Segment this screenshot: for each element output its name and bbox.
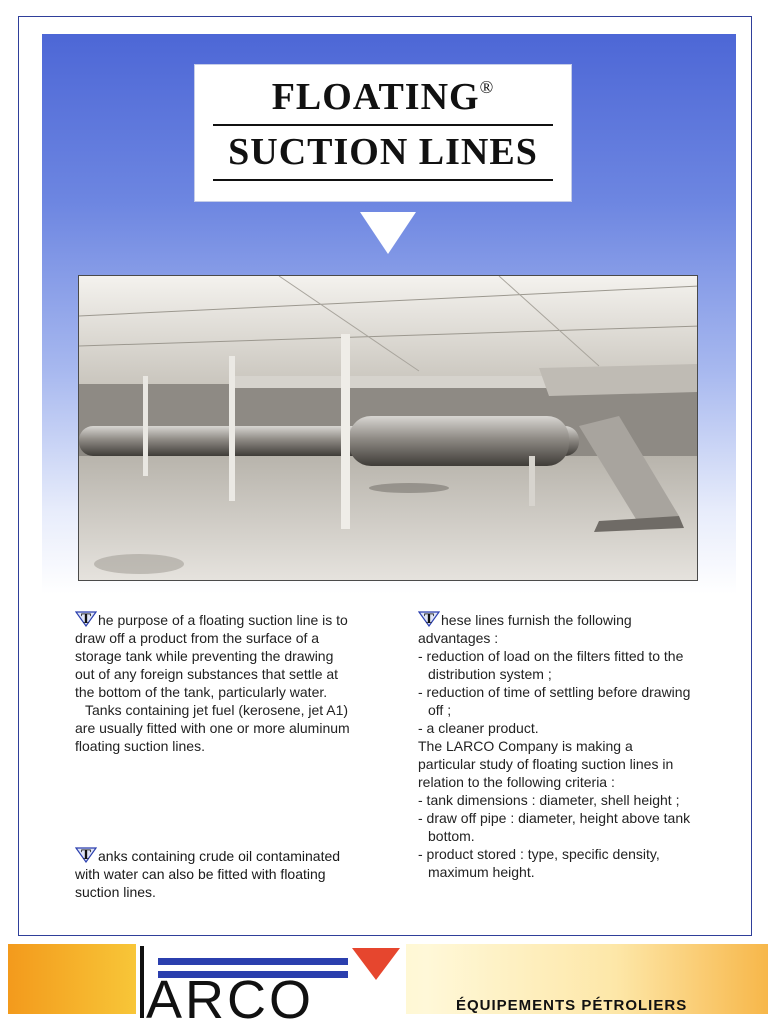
dropcap-marker	[75, 847, 97, 863]
advantages-intro-text: hese lines furnish the following advantages :	[418, 612, 632, 646]
title-floating: FLOATING	[271, 76, 480, 119]
dropcap-letter: T	[81, 611, 92, 627]
purpose-text: he purpose of a floating suction line is to draw off a product from the surface of a storage tank while preventing the drawing out of any foreign substances that settle at the bottom of the tank, particularly water.	[75, 612, 348, 700]
tank-photo-illustration	[79, 276, 698, 581]
criteria-item: - draw off pipe : diameter, height above tank bottom.	[418, 810, 691, 844]
dropcap-marker	[75, 611, 97, 627]
logo-wordmark: ARCO	[146, 970, 315, 1030]
tank-interior-photo	[78, 275, 698, 581]
advantage-item: - reduction of load on the filters fitted to the distribution system ;	[418, 648, 684, 682]
title-rule-bottom	[213, 179, 553, 181]
logo-blue-bar-top	[158, 958, 348, 965]
crude-oil-text: anks containing crude oil contaminated with water can also be fitted with floating suction lines.	[75, 848, 341, 900]
criteria-item: - tank dimensions : diameter, shell height ;	[418, 792, 680, 808]
jet-fuel-paragraph: Tanks containing jet fuel (kerosene, jet A1) are usually fitted with one or more aluminum floating suction lines.	[75, 702, 350, 754]
dropcap-letter: T	[81, 847, 92, 863]
left-text-column	[75, 611, 351, 755]
criteria-item: - product stored : type, specific density, maximum height.	[418, 846, 660, 880]
dropcap-letter: T	[424, 611, 435, 627]
footer-tagline: ÉQUIPEMENTS PÉTROLIERS	[456, 997, 688, 1014]
down-triangle-icon	[360, 212, 416, 254]
right-text-column	[418, 611, 694, 881]
title-line-2: SUCTION LINES	[228, 131, 538, 173]
study-paragraph: The LARCO Company is making a particular study of floating suction lines in relation to the following criteria :	[418, 738, 674, 790]
advantages-intro	[418, 611, 694, 647]
title-line-1	[272, 78, 495, 118]
advantage-item: - reduction of time of settling before drawing off ;	[418, 684, 691, 718]
advantage-item: - a cleaner product.	[418, 720, 539, 736]
dropcap-marker	[418, 611, 440, 627]
crude-oil-paragraph	[75, 847, 351, 901]
registered-mark: ®	[479, 77, 495, 98]
logo-letter-l	[140, 946, 144, 1018]
purpose-paragraph	[75, 611, 351, 701]
title-box	[194, 64, 572, 202]
footer-banner	[0, 944, 768, 1030]
logo-red-triangle-icon	[352, 948, 400, 980]
title-rule	[213, 124, 553, 126]
crude-oil-paragraph-block	[75, 847, 351, 901]
